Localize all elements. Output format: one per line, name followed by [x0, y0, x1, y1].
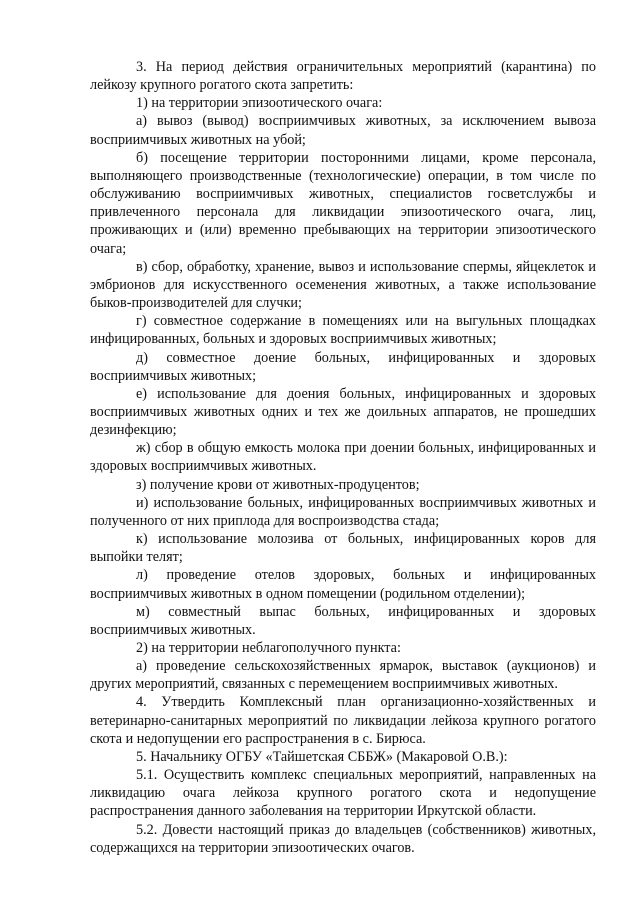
- paragraph-item-5-1-measures: 5.1. Осуществить комплекс специальных мероприятий, направленных на ликвидацию очага лейкоза крупного рогатого скота и недопущение распространения данного заболевания на территории Иркутской области.: [90, 767, 596, 820]
- paragraph-point-g-keeping: г) совместное содержание в помещениях или на выгульных площадках инфицированных, больных и здоровых восприимчивых животных;: [90, 313, 596, 348]
- paragraph-item-5-head: 5. Начальнику ОГБУ «Тайшетская СББЖ» (Макаровой О.В.):: [136, 748, 508, 765]
- paragraph-item-4-plan: 4. Утвердить Комплексный план организационно-хозяйственных и ветеринарно-санитарных мероприятий по ликвидации лейкоза крупного рогатого скота и недопущении его распространения в с. Бирюса.: [90, 694, 596, 747]
- paragraph-point-k-colostrum: к) использование молозива от больных, инфицированных коров для выпойки телят;: [90, 531, 596, 566]
- paragraph-item-5-2-notify: 5.2. Довести настоящий приказ до владельцев (собственников) животных, содержащихся на территории эпизоотических очагов.: [90, 821, 596, 856]
- paragraph-point-l-calving: л) проведение отелов здоровых, больных и инфицированных восприимчивых животных в одном помещении (родильном отделении);: [90, 567, 596, 602]
- document-page: [90, 58, 596, 857]
- paragraph-point-i-breeding: и) использование больных, инфицированных восприимчивых животных и полученного от них приплода для воспроизводства стада;: [90, 494, 596, 529]
- paragraph-subitem-2-unfavorable-point: 2) на территории неблагополучного пункта:: [136, 640, 401, 656]
- paragraph-subitem-1-outbreak-territory: 1) на территории эпизоотического очага:: [136, 95, 383, 112]
- paragraph-point-v-semen: в) сбор, обработку, хранение, вывоз и использование спермы, яйцеклеток и эмбрионов для искусственного осеменения животных, а также использование быков-производителей для случки;: [90, 258, 596, 312]
- paragraph-item-3-quarantine: 3. На период действия ограничительных мероприятий (карантина) по лейкозу крупного рогатого скота запретить:: [90, 59, 596, 94]
- paragraph-point-a-fairs: а) проведение сельскохозяйственных ярмарок, выставок (аукционов) и других мероприятий, связанных с перемещением восприимчивых животных.: [90, 658, 596, 693]
- paragraph-point-a-export: а) вывоз (вывод) восприимчивых животных, за исключением вывоза восприимчивых животных на убой;: [90, 113, 596, 148]
- paragraph-point-m-grazing: м) совместный выпас больных, инфицированных и здоровых восприимчивых животных.: [90, 603, 596, 638]
- paragraph-point-z-blood: з) получение крови от животных-продуцентов;: [136, 476, 420, 493]
- paragraph-point-zh-milk-collection: ж) сбор в общую емкость молока при доении больных, инфицированных и здоровых восприимчивых животных.: [90, 440, 596, 475]
- paragraph-point-e-milking-machines: е) использование для доения больных, инфицированных и здоровых восприимчивых животных одних и тех же доильных аппаратов, не прошедших дезинфекцию;: [90, 385, 596, 439]
- paragraph-point-b-visits: б) посещение территории посторонними лицами, кроме персонала, выполняющего производственные (технологические) операции, в том числе по обслуживанию восприимчивых животных, специалистов госветслужбы и привлеченного персонала для ликвидации эпизоотического очага, лиц, проживающих и (или) временно пребывающих на территории эпизоотического очага;: [90, 149, 596, 257]
- paragraph-point-d-milking: д) совместное доение больных, инфицированных и здоровых восприимчивых животных;: [90, 349, 596, 384]
